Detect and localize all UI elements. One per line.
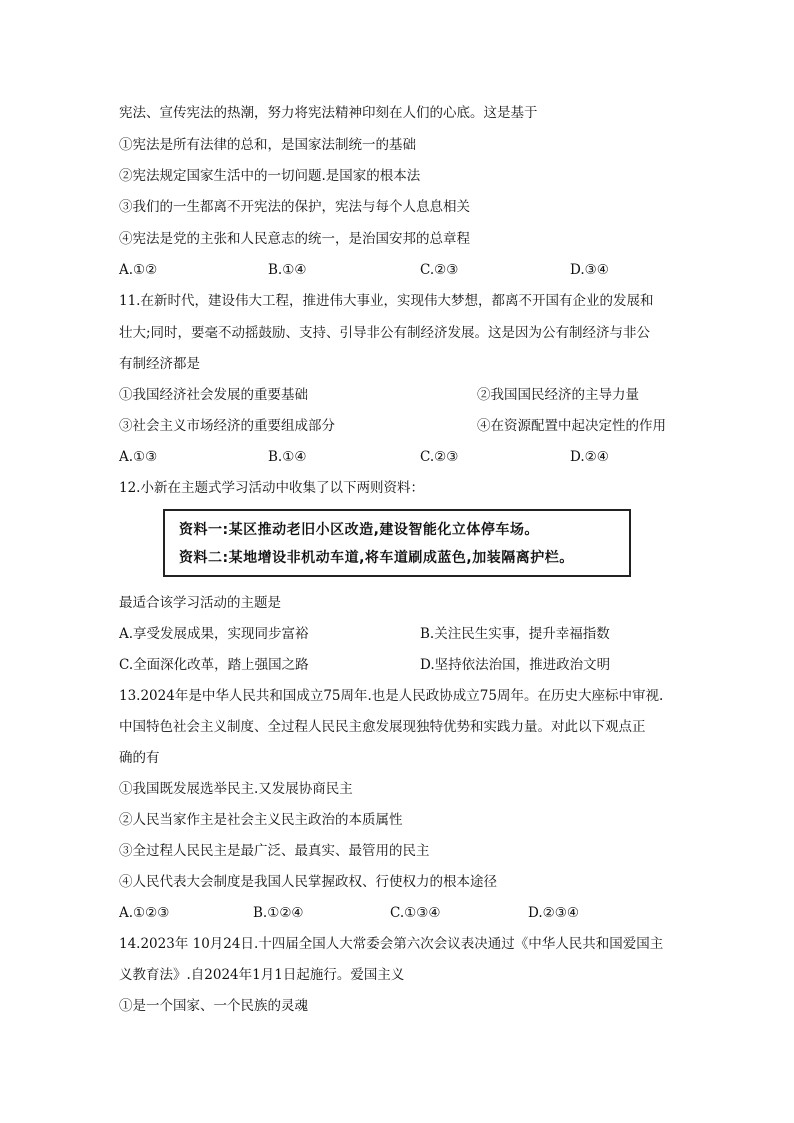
- choice-statement: ①是一个国家、一个民族的灵魂: [119, 998, 308, 1014]
- choice-statement: ④人民代表大会制度是我国人民掌握政权、行使权力的根本途径: [119, 874, 497, 890]
- choice-statement: ①宪法是所有法律的总和，是国家法制统一的基础: [119, 137, 416, 153]
- answer-option-b: B.①②④: [253, 905, 304, 921]
- answer-option-b: B.关注民生实事，提升幸福指数: [420, 626, 610, 642]
- choice-statement: ①我国既发展选举民主.又发展协商民主: [119, 781, 353, 797]
- question-11-stem: 11.在新时代，建设伟大工程，推进伟大事业，实现伟大梦想，都离不开国有企业的发展和: [119, 293, 654, 309]
- choice-statement: ②我国国民经济的主导力量: [477, 387, 639, 403]
- answer-option-a: A.①③: [119, 449, 158, 465]
- answer-option-c: C.①③④: [390, 905, 441, 921]
- answer-option-d: D.②③④: [528, 905, 579, 921]
- answer-option-a: A.①②③: [119, 905, 170, 921]
- choice-statement: ③社会主义市场经济的重要组成部分: [119, 418, 335, 434]
- material-box: [163, 509, 631, 577]
- answer-option-d: D.③④: [570, 262, 609, 278]
- choice-statement: ②宪法规定国家生活中的一切问题.是国家的根本法: [119, 168, 421, 184]
- question-13-stem: 中国特色社会主义制度、全过程人民民主愈发展现独特优势和实践力量。对此以下观点正: [119, 719, 646, 735]
- question-13-stem: 13.2024年是中华人民共和国成立75周年.也是人民政协成立75周年。在历史大座标中审视.: [119, 688, 664, 704]
- answer-option-c: C.②③: [420, 262, 459, 278]
- answer-option-c: C.②③: [420, 449, 459, 465]
- question-11-stem: 壮大;同时，要毫不动摇鼓励、支持、引导非公有制经济发展。这是因为公有制经济与非公: [119, 325, 651, 341]
- answer-option-c: C.全面深化改革，踏上强国之路: [119, 657, 309, 673]
- question-11-stem: 有制经济都是: [119, 356, 200, 372]
- question-stem-line: 宪法、宣传宪法的热潮，努力将宪法精神印刻在人们的心底。这是基于: [119, 105, 538, 121]
- choice-statement: ③我们的一生都离不开宪法的保护，宪法与每个人息息相关: [119, 199, 470, 215]
- choice-statement: ③全过程人民民主是最广泛、最真实、最管用的民主: [119, 843, 430, 859]
- material-line: 资料一:某区推动老旧小区改造,建设智能化立体停车场。: [179, 522, 539, 538]
- answer-option-b: B.①④: [268, 262, 307, 278]
- answer-option-a: A.享受发展成果，实现同步富裕: [119, 626, 309, 642]
- question-14-stem: 14.2023年 10月24日.十四届全国人大常委会第六次会议表决通过《中华人民共和国爱国主: [119, 936, 664, 952]
- answer-option-b: B.①④: [268, 449, 307, 465]
- question-12-stem: 12.小新在主题式学习活动中收集了以下两则资料：: [119, 480, 424, 496]
- question-14-stem: 义教育法》.自2024年1月1日起施行。爱国主义: [119, 967, 405, 983]
- choice-statement: ①我国经济社会发展的重要基础: [119, 387, 308, 403]
- answer-option-a: A.①②: [119, 262, 158, 278]
- question-13-stem: 确的有: [119, 750, 160, 766]
- answer-option-d: D.②④: [570, 449, 609, 465]
- choice-statement: ④在资源配置中起决定性的作用: [477, 418, 666, 434]
- material-line: 资料二:某地增设非机动车道,将车道刷成蓝色,加装隔离护栏。: [179, 550, 574, 566]
- question-12-prompt: 最适合该学习活动的主题是: [119, 595, 281, 611]
- choice-statement: ④宪法是党的主张和人民意志的统一，是治国安邦的总章程: [119, 231, 470, 247]
- choice-statement: ②人民当家作主是社会主义民主政治的本质属性: [119, 812, 403, 828]
- answer-option-d: D.坚持依法治国，推进政治文明: [420, 657, 611, 673]
